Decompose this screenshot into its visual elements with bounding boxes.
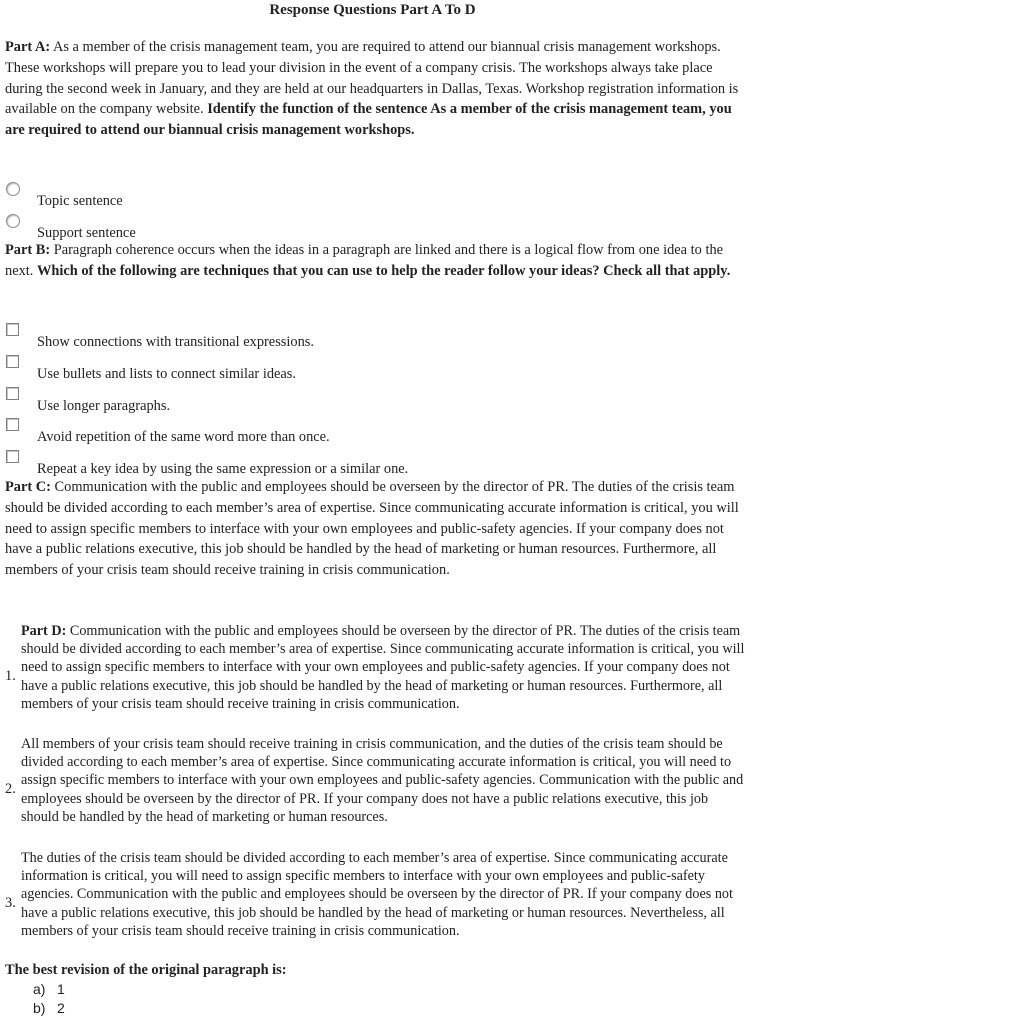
part-c-label: Part C:	[5, 479, 51, 495]
part-a-text: As a member of the crisis management team, you are required to attend our biannual crisis management workshops. These workshops will prepare you to lead your division in the event of a company crisis. The workshops always take place during the second week in January, and they are held at our headquarters in Dallas, Texas. Workshop registration information is available on the company website.	[5, 39, 739, 118]
item-number: 1.	[5, 668, 16, 684]
option-support-sentence[interactable]	[6, 214, 706, 241]
answer-option-a[interactable]	[33, 980, 65, 998]
part-d-option-1	[21, 622, 747, 713]
option-label: Avoid repetition of the same word more than once.	[37, 429, 330, 445]
checkbox-option-transitions[interactable]	[6, 323, 706, 350]
checkbox-option-bullets[interactable]	[6, 355, 706, 382]
answer-letter: a)	[33, 981, 46, 997]
answer-value: 1	[57, 981, 65, 997]
part-c-text: Communication with the public and employees should be overseen by the director of PR. The duties of the crisis team should be divided according to each member’s area of expertise. Since communicating accurate information is critical, you will need to assign specific members to interface with your own employees and public-safety agencies. If your company does not have a public relations executive, this job should be handled by the head of marketing or human resources. Furthermore, all members of your crisis team should receive training in crisis communication.	[5, 479, 739, 579]
part-c-paragraph	[5, 477, 745, 581]
item-number: 3.	[5, 895, 16, 911]
checkbox[interactable]	[6, 355, 19, 368]
item-number: 2.	[5, 781, 16, 797]
part-d-option-text: Communication with the public and employees should be overseen by the director of PR. The duties of the crisis team should be divided according to each member’s area of expertise. Since communicating accurate information is critical, you will need to assign specific members to interface with your own employees and public-safety agencies. If your company does not have a public relations executive, this job should be handled by the head of marketing or human resources. Furthermore, all members of your crisis team should receive training in crisis communication.	[21, 623, 745, 712]
checkbox-option-avoid-repetition[interactable]	[6, 418, 706, 445]
part-d-option-text: The duties of the crisis team should be divided according to each member’s area of expertise. Since communicating accurate information is critical, you will need to assign specific members to interface with your own employees and public-safety agencies. Communication with the public and employees should be overseen by the director of PR. If your company does not have a public relations executive, this job should be handled by the head of marketing or human resources. Nevertheless, all members of your crisis team should receive training in crisis communication.	[21, 850, 733, 939]
option-topic-sentence[interactable]	[6, 182, 706, 209]
part-d-label: Part D:	[21, 623, 67, 639]
part-d-question-text: The best revision of the original paragraph is:	[5, 962, 287, 978]
option-label: Repeat a key idea by using the same expression or a similar one.	[37, 461, 409, 477]
option-label: Support sentence	[37, 225, 136, 241]
part-b-paragraph	[5, 240, 745, 282]
part-b-question: Which of the following are techniques that you can use to help the reader follow your ideas? Check all that apply.	[36, 262, 731, 279]
checkbox[interactable]	[6, 418, 19, 431]
checkbox[interactable]	[6, 323, 19, 336]
part-d-option-3	[21, 849, 747, 940]
part-b-label: Part B:	[5, 242, 51, 258]
answer-option-b[interactable]	[33, 999, 65, 1017]
part-d-option-text: All members of your crisis team should receive training in crisis communication, and the duties of the crisis team should be divided according to each member’s area of expertise. Since communicating accurate information is critical, you will need to assign specific members to interface with your own employees and public-safety agencies. Communication with the public and employees should be overseen by the director of PR. If your company does not have a public relations executive, this job should be handled by the head of marketing or human resources.	[21, 736, 744, 825]
part-b-text: Paragraph coherence occurs when the ideas in a paragraph are linked and there is a logical flow from one idea to the next.	[5, 242, 724, 279]
option-label: Use bullets and lists to connect similar ideas.	[37, 366, 296, 382]
option-label: Show connections with transitional expressions.	[37, 334, 314, 350]
radio-button[interactable]	[6, 182, 20, 196]
answer-letter: b)	[33, 1000, 46, 1016]
part-a-paragraph	[5, 37, 745, 141]
part-d-option-2	[21, 735, 747, 826]
part-d-question	[5, 960, 745, 981]
checkbox[interactable]	[6, 387, 19, 400]
page-title: Response Questions Part A To D	[269, 2, 476, 18]
option-label: Use longer paragraphs.	[37, 398, 171, 414]
checkbox-option-repeat-key-idea[interactable]	[6, 450, 706, 477]
checkbox[interactable]	[6, 450, 19, 463]
checkbox-option-longer-paragraphs[interactable]	[6, 387, 706, 414]
part-a-question: Identify the function of the sentence As a member of the crisis management team, you are required to attend our biannual crisis management workshops.	[5, 101, 732, 139]
answer-value: 2	[57, 1000, 65, 1016]
part-a-label: Part A:	[5, 39, 51, 55]
option-label: Topic sentence	[37, 193, 123, 209]
radio-button[interactable]	[6, 214, 20, 228]
